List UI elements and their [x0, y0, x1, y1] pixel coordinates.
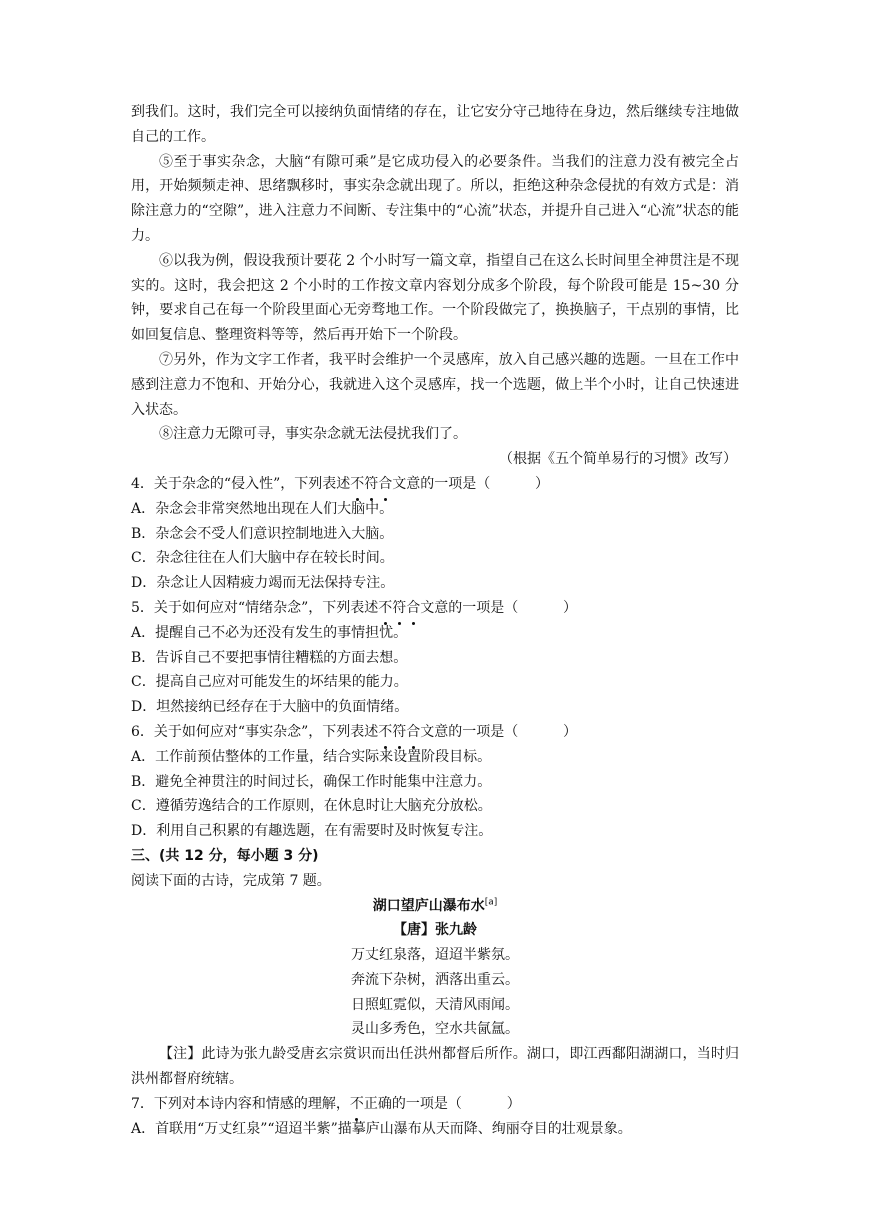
emphasis-char: 不 — [378, 720, 392, 745]
question-4-stem: 4．关于杂念的“侵入性”，下列表述不符合文意的一项是（ ） — [131, 472, 739, 497]
question-6-stem: 6．关于如何应对“事实杂念”，下列表述不符合文意的一项是（ ） — [131, 720, 739, 745]
passage-paragraph-6: ⑥以我为例，假设我预计要花 2 个小时写一篇文章，指望自己在这么长时间里全神贯注是不现实的。这时，我会把这 2 个小时的工作按文章内容划分成多个阶段，每个阶段可能是 15~30 分钟，要求自己在每一个阶段里面心无旁骛地工作。一个阶段做完了，换换脑子，干点别的事情，比如回复信息、整理资料等等，然后再开始下一个阶段。 — [131, 252, 739, 344]
question-5-option-d: D．坦然接纳已经存在于大脑中的负面情绪。 — [131, 699, 409, 716]
emphasis-char: 不 — [350, 472, 364, 497]
question-5-option-a: A．提醒自己不必为还没有发生的事情担忧。 — [131, 624, 408, 641]
question-7-option-a: A．首联用“万丈红泉”“迢迢半紫”描摹庐山瀑布从天而降、绚丽夺目的壮观景象。 — [131, 1120, 632, 1137]
question-5-option-b: B．告诉自己不要把事情往糟糕的方面去想。 — [131, 649, 408, 666]
emphasis-char: 符 — [392, 720, 406, 745]
footnote-marker: [a] — [484, 896, 498, 907]
section-3-title: 三、(共 12 分，每小题 3 分) — [131, 847, 319, 864]
poem-line-1: 万丈红泉落，迢迢半紫氛。 — [351, 947, 519, 964]
emphasis-char: 符 — [364, 472, 378, 497]
passage-paragraph-5: ⑤至于事实杂念，大脑“有隙可乘”是它成功侵入的必要条件。当我们的注意力没有被完全占用，开始频频走神、思绪飘移时，事实杂念就出现了。所以，拒绝这种杂念侵扰的有效方式是：消除注意力的“空隙”，进入注意力不间断、专注集中的“心流”状态，并提升自己进入“心流”状态的能力。 — [131, 153, 739, 244]
question-7-stem: 7．下列对本诗内容和情感的理解，不正确的一项是（ ） — [131, 1092, 739, 1117]
poem-note: 【注】此诗为张九龄受唐玄宗赏识而出任洪州都督后所作。湖口，即江西鄱阳湖湖口，当时归洪州都督府统辖。 — [131, 1046, 739, 1088]
section-3-instruction: 阅读下面的古诗，完成第 7 题。 — [131, 872, 331, 889]
poem-line-4: 灵山多秀色，空水共氤氲。 — [351, 1021, 519, 1038]
question-4-option-b: B．杂念会不受人们意识控制地进入大脑。 — [131, 525, 394, 542]
emphasis-char: 不 — [350, 1092, 364, 1117]
poem-line-3: 日照虹霓似，天清风雨闻。 — [351, 996, 519, 1013]
question-6-option-b: B．避免全神贯注的时间过长，确保工作时能集中注意力。 — [131, 773, 492, 790]
question-4-option-c: C．杂念往往在人们大脑中存在较长时间。 — [131, 550, 394, 567]
poem-title: 湖口望庐山瀑布水[a] — [372, 896, 498, 914]
passage-paragraph-continued: 到我们。这时，我们完全可以接纳负面情绪的存在，让它安分守己地待在身边，然后继续专注地做自己的工作。 — [131, 104, 739, 145]
emphasis-char: 不 — [378, 596, 392, 621]
passage-paragraph-7: ⑦另外，作为文字工作者，我平时会维护一个灵感库，放入自己感兴趣的选题。一旦在工作中感到注意力不饱和、开始分心，我就进入这个灵感库，找一个选题，做上半个小时，让自己快速进入状态。 — [131, 351, 739, 418]
emphasis-char: 符 — [392, 596, 406, 621]
question-6-option-a: A．工作前预估整体的工作量，结合实际来设置阶段目标。 — [131, 748, 492, 765]
question-6-option-c: C．遵循劳逸结合的工作原则，在休息时让大脑充分放松。 — [131, 798, 492, 815]
question-4-option-a: A．杂念会非常突然地出现在人们大脑中。 — [131, 500, 394, 517]
passage-paragraph-8: ⑧注意力无隙可寻，事实杂念就无法侵扰我们了。 — [159, 426, 467, 443]
emphasis-char: 合 — [406, 720, 420, 745]
question-4-option-d: D．杂念让人因精疲力竭而无法保持专注。 — [131, 575, 395, 592]
emphasis-char: 合 — [378, 472, 392, 497]
question-5-stem: 5．关于如何应对“情绪杂念”，下列表述不符合文意的一项是（ ） — [131, 596, 739, 621]
passage-source: （根据《五个简单易行的习惯》改写） — [499, 451, 737, 468]
poem-line-2: 奔流下杂树，洒落出重云。 — [351, 971, 519, 988]
question-5-option-c: C．提高自己应对可能发生的坏结果的能力。 — [131, 674, 408, 691]
emphasis-char: 合 — [406, 596, 420, 621]
question-6-option-d: D．利用自己积累的有趣选题，在有需要时及时恢复专注。 — [131, 823, 493, 840]
poem-author: 【唐】张九龄 — [393, 922, 477, 939]
